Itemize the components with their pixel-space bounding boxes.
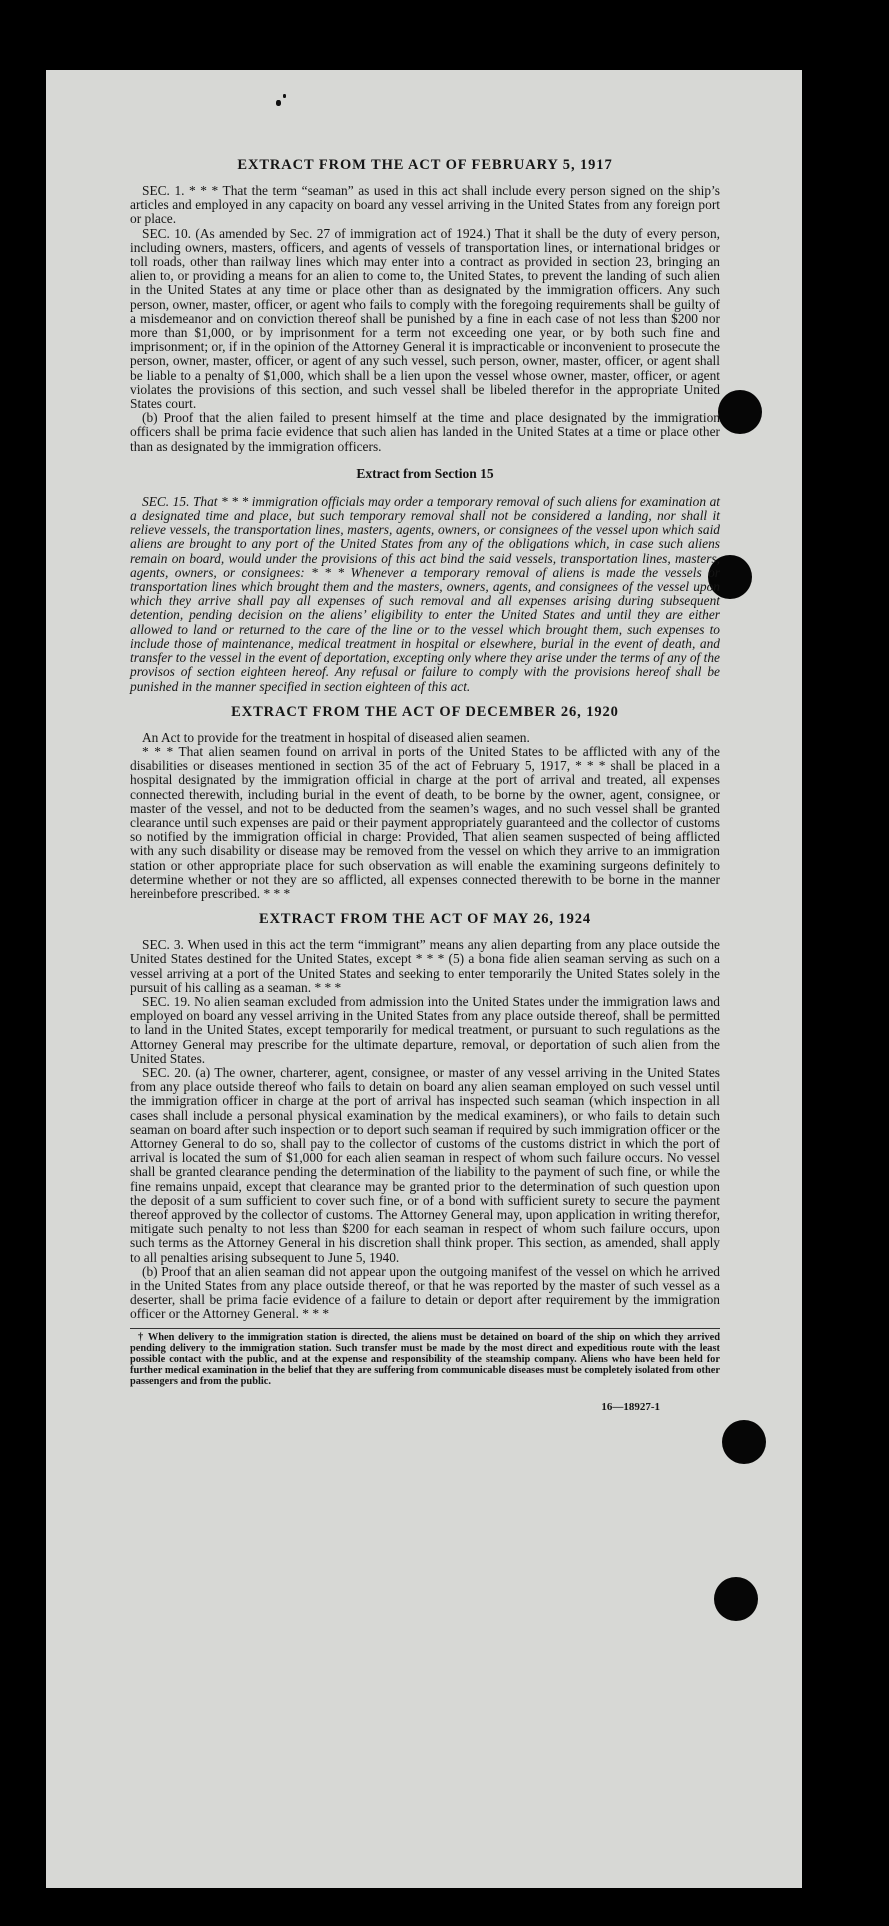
section-extract-15 (130, 466, 720, 694)
punch-hole-1 (718, 390, 762, 434)
paragraph-act-title: An Act to provide for the treatment in hospital of diseased alien seamen. (142, 729, 530, 745)
section-heading: Extract from Section 15 (356, 465, 494, 481)
punch-hole-4 (714, 1577, 758, 1621)
paragraph-sec-19: SEC. 19. No alien seaman excluded from admission into the United States under the immigration laws and employed on board any vessel arriving in the United States from any place outside thereof, shall be permitted to land in the United States, except temporarily for medical treatment, or pursuant to such regulations as the Attorney General may prescribe for the ultimate departure, removal, or deportation of such alien from the United States. (130, 993, 720, 1066)
paragraph-sec-15: SEC. 15. That * * * immigration officials may order a temporary removal of such aliens for examination at a designated time and place, but such temporary removal shall not be considered a landing, nor shall it relieve vessels, the transportation lines, masters, agents, owners, or consignees of the vessel upon which said aliens are brought to any port of the United States from any of the obligations which, in case such aliens remain on board, would under the provisions of this act bind the said vessels, transportation lines, masters, agents, owners, or consignees: * * * Whenever a temporary removal of aliens is made the vessels or transportation lines which brought them and the masters, owners, agents, and consignees of the vessel upon which they arrive shall pay all expenses of such removal and all expenses arising during subsequent detention, pending decision on the aliens’ eligibility to enter the United States and until they are either allowed to land or returned to the care of the line or to the vessel which brought them, such expenses to include those of maintenance, medical treatment in hospital or elsewhere, burial in the event of death, and transfer to the vessel in the event of deportation, excepting only where they arise under the terms of any of the provisos of section eighteen hereof. Any refusal or failure to comply with the provisions hereof shall be punished in the manner specified in section eighteen of this act. (130, 493, 720, 694)
footnote: † When delivery to the immigration station is directed, the aliens must be detained on board of the ship on which they arrived pending delivery to the immigration station. Such transfer must be made by the most direct and expeditious route with the least possible contact with the public, and at the expense and responsibility of the steamship company. Aliens who have been held for further medical examination in the belief that they are suffering from communicable diseases must be completely isolated from other passengers and from the public. (130, 1331, 720, 1387)
paragraph-sec-3: SEC. 3. When used in this act the term “immigrant” means any alien departing from any place outside the United States destined for the United States, except * * * (5) a bona fide alien seaman serving as such on a vessel arriving at a port of the United States and seeking to enter temporarily the United States solely in the pursuit of his calling as a seaman. * * * (130, 937, 720, 995)
paragraph-sec-10: SEC. 10. (As amended by Sec. 27 of immigration act of 1924.) That it shall be the duty of every person, including owners, masters, officers, and agents of vessels of transportation lines, or international bridges or toll roads, other than railway lines which may enter into a contract as provided in section 23, bringing an alien to, or providing a means for an alien to come to, the United States, to prevent the landing of such alien in the United States at any time or place other than as designated by the immigration officers. Any such person, owner, master, officer, or agent who fails to comply with the foregoing requirements shall be guilty of a misdemeanor and on conviction thereof shall be punished by a fine in each case of not less than $200 nor more than $1,000, or by imprisonment for a term not exceeding one year, or by both such fine and imprisonment; or, if in the opinion of the Attorney General it is impracticable or inconvenient to prosecute the person, owner, master, officer, or agent of any such vessel, such person, owner, master, officer, or agent shall be liable to a penalty of $1,000, which shall be a lien upon the vessel whose owner, master, officer, or agent violates the provisions of this section, and such vessel shall be libeled therefor in the appropriate United States court. (130, 225, 720, 412)
paragraph-sec-20-b: (b) Proof that an alien seaman did not appear upon the outgoing manifest of the vessel on which he arrived in the United States from any place outside thereof, or that he was reported by the master of such vessel as a deserter, shall be prima facie evidence of a failure to detain or deport after requirement by the immigration officer or the Attorney General. * * * (130, 1263, 720, 1322)
footnote-divider (130, 1328, 720, 1329)
ink-speck (283, 94, 286, 98)
paragraph-act-body: * * * That alien seamen found on arrival in ports of the United States to be afflicted with any of the disabilities or diseases mentioned in section 35 of the act of February 5, 1917, * * * shall be placed in a hospital designated by the immigration official in charge at the port of arrival and treated, all expenses connected therewith, including burial in the event of death, to be borne by the owner, agent, consignee, or master of the vessel, and not to be deducted from the seamen’s wages, and no such vessel shall be granted clearance until such expenses are paid or their payment appropriately guaranteed and the collector of customs so notified by the immigration official in charge: Provided, That alien seamen suspected of being afflicted with any such disability or disease may be removed from the vessel on which they arrive to an immigration station or other appropriate place for such observation as will enable the examining surgeons definitely to determine whether or not they are so afflicted, all expenses connected therewith to be borne in the manner hereinbefore prescribed. * * * (130, 743, 720, 901)
ink-speck (276, 100, 281, 106)
section-act-1920 (130, 704, 720, 901)
section-heading: EXTRACT FROM THE ACT OF DECEMBER 26, 1920 (231, 703, 619, 720)
paragraph-sec-10-b: (b) Proof that the alien failed to present himself at the time and place designated by the immigration officers shall be prima facie evidence that such alien has landed in the United States at a time or place other than as designated by the immigration officers. (130, 410, 720, 454)
paragraph-sec-20-a: SEC. 20. (a) The owner, charterer, agent, consignee, or master of any vessel arriving in the United States from any place outside thereof who fails to detain on board any alien seaman employed on such vessel until the immigration officer in charge at the port of arrival has inspected such seaman (which inspection in all cases shall include a personal physical examination by the medical examiners), or who fails to detain such seaman on board after such inspection or to deport such seaman if required by such immigration officer or the Attorney General to do so, shall pay to the collector of customs of the customs district in which the port of arrival is located the sum of $1,000 for each alien seaman in respect of whom such failure occurs. No vessel shall be granted clearance pending the determination of the liability to the payment of such fine, or while the fine remains unpaid, except that clearance may be granted prior to the determination of such question upon the deposit of a sum sufficient to cover such fine, or of a bond with sufficient surety to secure the payment thereof approved by the collector of customs. The Attorney General may, upon application in writing therefor, mitigate such penalty to not less than $200 for each seaman in respect of whom such failure occurs, upon such terms as the Attorney General in his discretion shall think proper. This section, as amended, shall apply to all penalties arising subsequent to June 5, 1940. (130, 1064, 720, 1265)
section-act-1924 (130, 911, 720, 1321)
section-heading: EXTRACT FROM THE ACT OF FEBRUARY 5, 1917 (237, 157, 613, 173)
document-text (130, 157, 720, 1413)
paragraph-sec-1: SEC. 1. * * * That the term “seaman” as used in this act shall include every person signed on the ship’s articles and employed in any capacity on board any vessel arriving in the United States from any foreign port or place. (130, 183, 720, 227)
form-number: 16—18927-1 (601, 1400, 660, 1413)
section-act-1917 (130, 157, 720, 454)
punch-hole-3 (722, 1420, 766, 1464)
section-heading: EXTRACT FROM THE ACT OF MAY 26, 1924 (258, 911, 592, 928)
